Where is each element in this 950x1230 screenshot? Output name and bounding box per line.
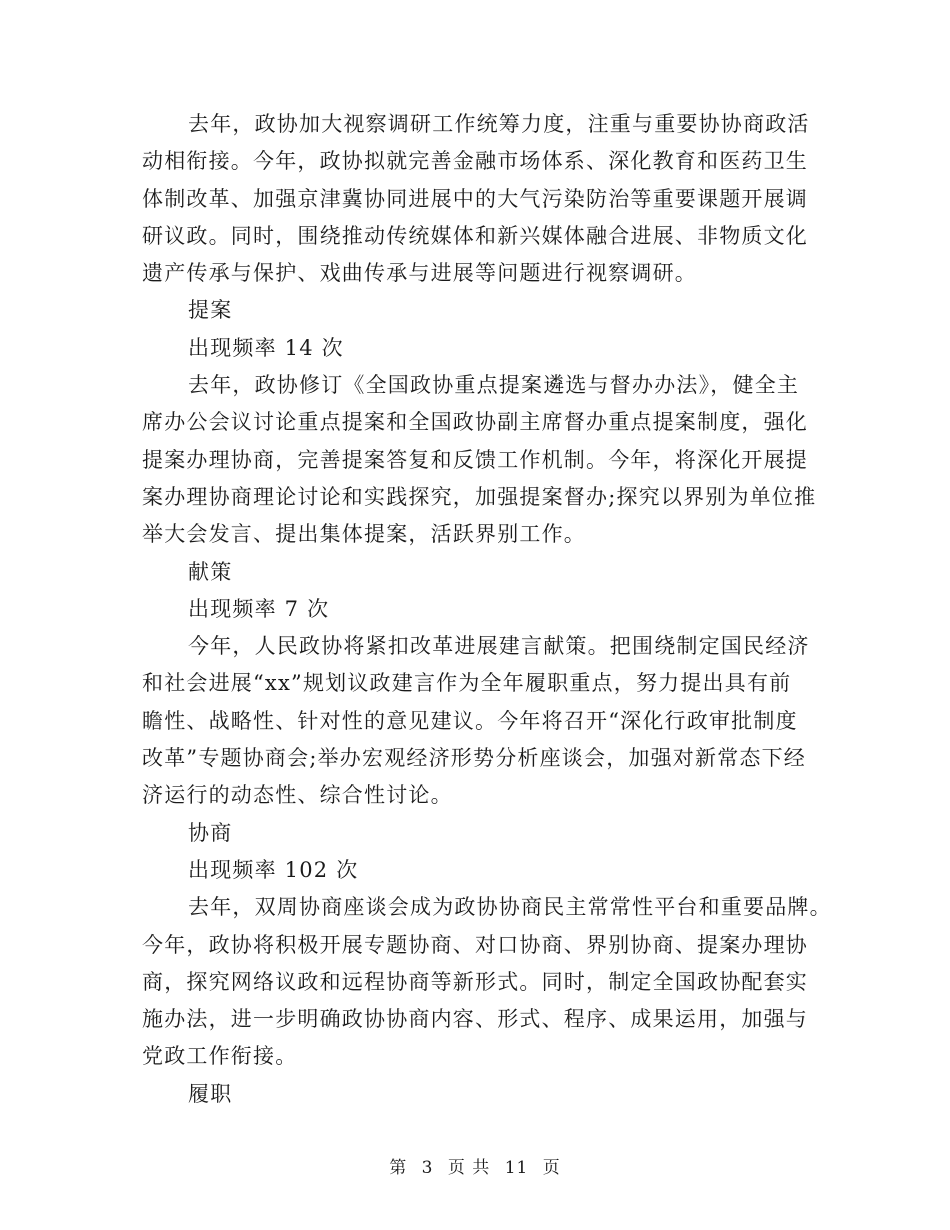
text-line: 出现频率 14 次 xyxy=(188,335,344,360)
document-page xyxy=(142,106,832,1113)
text-line: 提案 xyxy=(188,298,233,323)
text-line: 举大会发言、提出集体提案，活跃界别工作。 xyxy=(142,522,586,547)
footer-prefix: 第 xyxy=(389,1158,408,1178)
text-line: 献策 xyxy=(188,559,233,584)
text-line: 遗产传承与保护、戏曲传承与进展等问题进行视察调研。 xyxy=(142,261,697,286)
text-line: 改革”专题协商会;举办宏观经济形势分析座谈会，加强对新常态下经 xyxy=(142,746,807,771)
text-line: 今年，政协将积极开展专题协商、对口协商、界别协商、提案办理协 xyxy=(142,932,808,957)
text-line: 出现频率 7 次 xyxy=(188,596,330,621)
text-line: 去年，双周协商座谈会成为政协协商民主常常性平台和重要品牌。 xyxy=(188,895,832,920)
footer-total-pages: 11 xyxy=(504,1158,529,1178)
text-line: 瞻性、战略性、针对性的意见建议。今年将召开“深化行政审批制度 xyxy=(142,708,798,733)
text-line: 研议政。同时，围绕推动传统媒体和新兴媒体融合进展、非物质文化 xyxy=(142,223,808,248)
footer-mid: 页 共 xyxy=(447,1158,491,1178)
text-line: 和社会进展“xx”规划议政建言作为全年履职重点，努力提出具有前 xyxy=(142,671,792,696)
text-line: 动相衔接。今年，政协拟就完善金融市场体系、深化教育和医药卫生 xyxy=(142,149,808,174)
text-line: 今年，人民政协将紧扣改革进展建言献策。把围绕制定国民经济 xyxy=(188,634,810,659)
text-line: 提案办理协商，完善提案答复和反馈工作机制。今年，将深化开展提 xyxy=(142,447,808,472)
text-line: 履职 xyxy=(188,1081,233,1106)
text-line: 案办理协商理论讨论和实践探究，加强提案督办;探究以界别为单位推 xyxy=(142,484,817,509)
text-line: 党政工作衔接。 xyxy=(142,1044,298,1069)
text-line: 席办公会议讨论重点提案和全国政协副主席督办重点提案制度，强化 xyxy=(142,410,808,435)
text-line: 去年，政协加大视察调研工作统筹力度，注重与重要协协商政活 xyxy=(188,112,810,136)
text-line: 协商 xyxy=(188,820,233,845)
footer-current-page: 3 xyxy=(421,1158,434,1178)
text-line: 商，探究网络议政和远程协商等新形式。同时，制定全国政协配套实 xyxy=(142,969,808,994)
page-footer xyxy=(0,1153,950,1178)
text-line: 体制改革、加强京津冀协同进展中的大气污染防治等重要课题开展调 xyxy=(142,186,808,211)
text-line: 去年，政协修订《全国政协重点提案遴选与督办办法》，健全主 xyxy=(188,373,800,398)
text-line: 济运行的动态性、综合性讨论。 xyxy=(142,783,453,808)
footer-suffix: 页 xyxy=(542,1158,561,1178)
text-line: 出现频率 102 次 xyxy=(188,857,359,882)
text-line: 施办法，进一步明确政协协商内容、形式、程序、成果运用，加强与 xyxy=(142,1007,808,1032)
